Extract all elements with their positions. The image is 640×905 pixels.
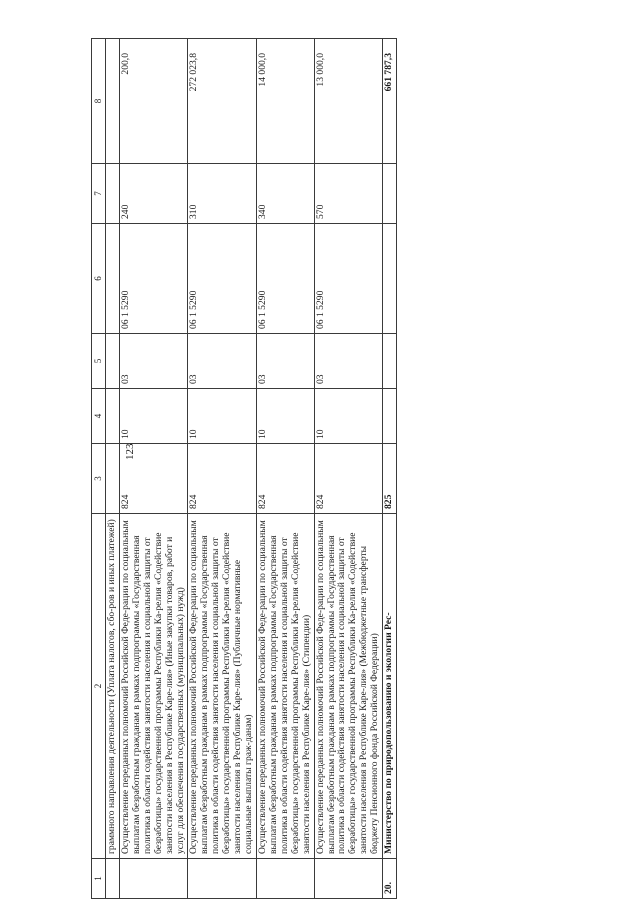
row-description: Осуществление переданных полномочий Российской Феде-рации по социальным выплатам безработным гражданам в рамках подпрограммы «Государственная политика в области содействия занятости населения и социальной защиты от безработицы» государственной программы Республики Ка-релия «Содействие занятости населения в Республике Каре-лия» (Стипендии)	[256, 514, 314, 859]
row-number: 20.	[383, 859, 397, 899]
row-number	[119, 859, 188, 899]
cell-col4: 10	[188, 389, 257, 444]
column-header: 4	[92, 389, 106, 444]
cell-col5: 03	[314, 334, 383, 389]
rotated-table-container	[91, 39, 611, 899]
cell-col5: 03	[119, 334, 188, 389]
cell-col5: 03	[256, 334, 314, 389]
cell-col6	[106, 224, 120, 334]
cell-amount: 14 000,0	[256, 39, 314, 164]
column-header: 5	[92, 334, 106, 389]
cell-col6: 06 1 5290	[188, 224, 257, 334]
table-row	[188, 39, 257, 899]
row-description: Осуществление переданных полномочий Российской Феде-рации по социальным выплатам безработным гражданам в рамках подпрограммы «Государственная политика в области содействия занятости населения и социальной защиты от безработицы» государственной программы Республики Ка-релия «Содействие занятости населения в Республике Каре-лия» (Иные закупки товаров, работ и услуг для обеспечения государственных (муниципальных) нужд)	[119, 514, 188, 859]
cell-col7	[106, 164, 120, 224]
table-row	[119, 39, 188, 899]
cell-col5	[106, 334, 120, 389]
row-number	[314, 859, 383, 899]
cell-col7	[383, 164, 397, 224]
cell-col7: 570	[314, 164, 383, 224]
header-row	[92, 39, 106, 899]
row-description: Министерство по природопользованию и экологии Рес-	[383, 514, 397, 859]
cell-col3: 825	[383, 444, 397, 514]
row-description: Осуществление переданных полномочий Российской Феде-рации по социальным выплатам безработным гражданам в рамках подпрограммы «Государственная политика в области содействия занятости населения и социальной защиты от безработицы» государственной программы Республики Ка-релия «Содействие занятости населения в Республике Каре-лия» (Межбюджетные трансферты бюджету Пенсионного фонда Российской Федерации)	[314, 514, 383, 859]
cell-col6	[383, 224, 397, 334]
cell-col6: 06 1 5290	[256, 224, 314, 334]
column-header: 8	[92, 39, 106, 164]
cell-col3: 824	[256, 444, 314, 514]
cell-col5: 03	[188, 334, 257, 389]
row-description: Осуществление переданных полномочий Российской Феде-рации по социальным выплатам безработным гражданам в рамках подпрограммы «Государственная политика в области содействия занятости населения и социальной защиты от безработицы» государственной программы Республики Ка-релия «Содействие занятости населения в Республике Каре-лия» (Публичные нормативные социальные выплаты граж-данам)	[188, 514, 257, 859]
cell-col4: 10	[119, 389, 188, 444]
cell-col6: 06 1 5290	[314, 224, 383, 334]
column-header: 3	[92, 444, 106, 514]
budget-table	[91, 38, 397, 899]
row-number	[256, 859, 314, 899]
page-number: 123	[124, 443, 136, 460]
table-row	[383, 39, 397, 899]
table-row	[314, 39, 383, 899]
cell-col6: 06 1 5290	[119, 224, 188, 334]
cell-col7: 240	[119, 164, 188, 224]
cell-amount	[106, 39, 120, 164]
cell-col7: 340	[256, 164, 314, 224]
row-description: граммного направления деятельности (Уплата налогов, сбо-ров и иных платежей)	[106, 514, 120, 859]
cell-col4	[106, 389, 120, 444]
cell-col3: 824	[314, 444, 383, 514]
cell-col3: 824	[188, 444, 257, 514]
column-header: 1	[92, 859, 106, 899]
column-header: 6	[92, 224, 106, 334]
cell-col7: 310	[188, 164, 257, 224]
cell-col3	[106, 444, 120, 514]
cell-amount: 272 023,8	[188, 39, 257, 164]
cell-col4: 10	[314, 389, 383, 444]
column-header: 7	[92, 164, 106, 224]
cell-col5	[383, 334, 397, 389]
column-header: 2	[92, 514, 106, 859]
cell-amount: 200,0	[119, 39, 188, 164]
row-number	[106, 859, 120, 899]
cell-col3: 824	[119, 444, 188, 514]
row-number	[188, 859, 257, 899]
cell-col4	[383, 389, 397, 444]
cell-amount: 13 000,0	[314, 39, 383, 164]
cell-amount: 661 787,3	[383, 39, 397, 164]
table-row	[106, 39, 120, 899]
table-row	[256, 39, 314, 899]
cell-col4: 10	[256, 389, 314, 444]
